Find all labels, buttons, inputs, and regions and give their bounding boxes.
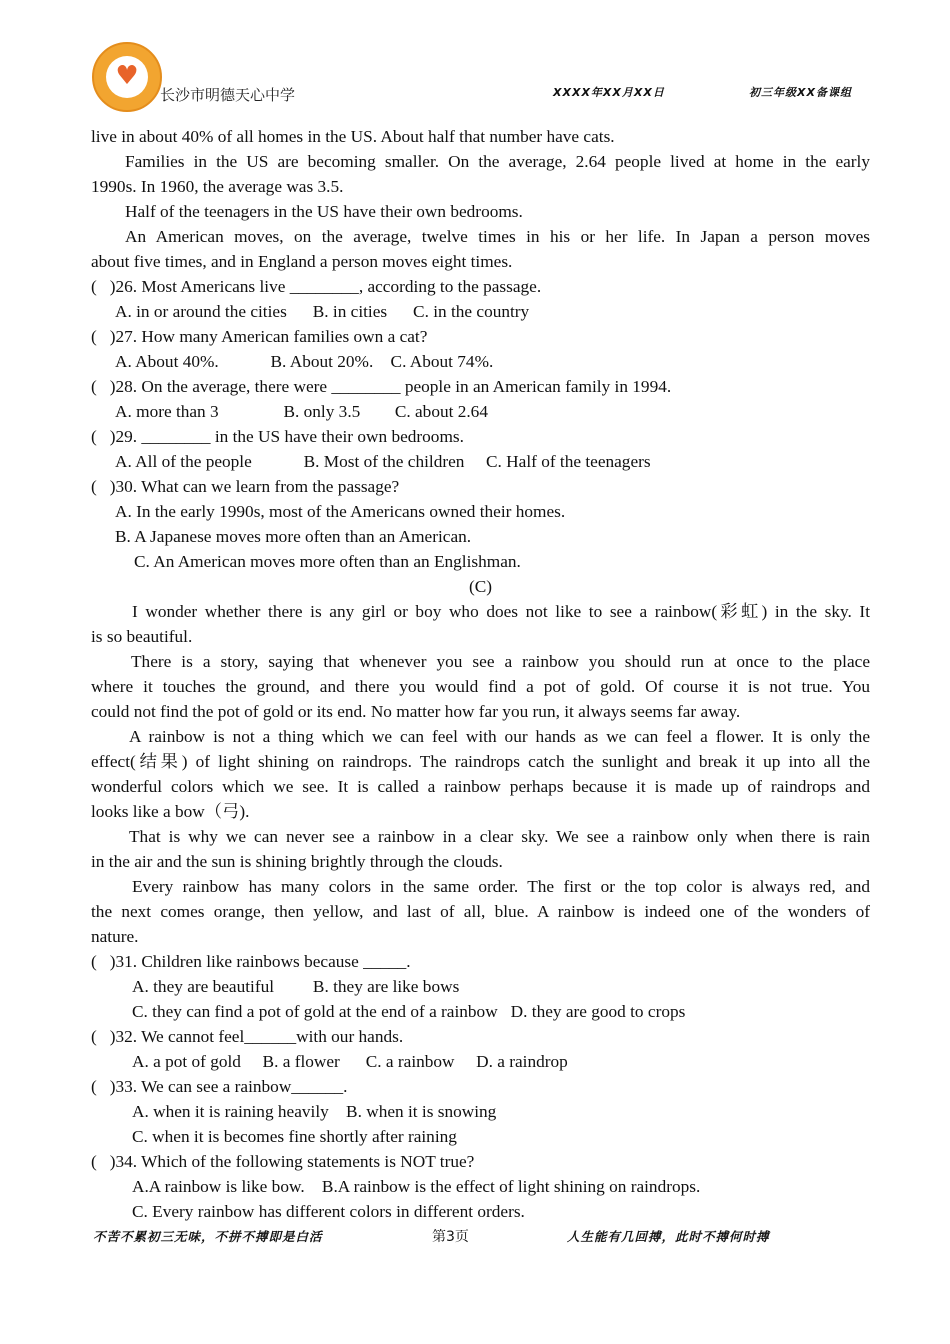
- school-logo-icon: [92, 42, 162, 112]
- text-line: A rainbow is not a thing which we can feel with our hands as we can feel a flower. It is only the: [129, 727, 870, 746]
- section-heading: (C): [468, 577, 493, 596]
- footer-motto-right: 人生能有几回搏，此时不搏何时搏: [567, 1229, 770, 1244]
- page-number: 第3页: [432, 1229, 469, 1245]
- text-line: I wonder whether there is any girl or boy who does not like to see a rainbow(彩虹) in the sky. It: [132, 602, 870, 621]
- text-line: nature.: [91, 927, 139, 946]
- text-line: wonderful colors which we see. It is called a rainbow perhaps because it is made up of raindrops and: [91, 777, 870, 796]
- text-line: about five times, and in England a person moves eight times.: [91, 252, 513, 271]
- text-line: C. they can find a pot of gold at the end of a rainbow D. they are good to crops: [132, 1002, 686, 1021]
- text-line: A.A rainbow is like bow. B.A rainbow is the effect of light shining on raindrops.: [132, 1177, 701, 1196]
- text-line: effect(结果) of light shining on raindrops. The raindrops catch the sunlight and break it up into all the: [91, 752, 870, 771]
- text-line: That is why we can never see a rainbow in a clear sky. We see a rainbow only when there is rain: [129, 827, 870, 846]
- text-line: ( )33. We can see a rainbow______.: [91, 1077, 348, 1096]
- heart-icon: ♥: [115, 61, 139, 91]
- text-line: A. All of the people B. Most of the children C. Half of the teenagers: [115, 452, 651, 471]
- header-date: XXXX年XX月XX日: [553, 86, 665, 99]
- text-line: An American moves, on the average, twelve times in his or her life. In Japan a person moves: [125, 227, 870, 246]
- text-line: C. when it is becomes fine shortly after raining: [132, 1127, 457, 1146]
- text-line: ( )32. We cannot feel______with our hands.: [91, 1027, 404, 1046]
- text-line: in the air and the sun is shining brightly through the clouds.: [91, 852, 503, 871]
- text-line: A. a pot of gold B. a flower C. a rainbow D. a raindrop: [132, 1052, 568, 1071]
- text-line: could not find the pot of gold or its end. No matter how far you run, it always seems far away.: [91, 702, 741, 721]
- text-line: Every rainbow has many colors in the same order. The first or the top color is always red, and: [132, 877, 870, 896]
- text-line: looks like a bow（弓).: [91, 802, 250, 821]
- page-footer: [0, 1224, 950, 1248]
- text-line: A. they are beautiful B. they are like bows: [132, 977, 460, 996]
- text-line: is so beautiful.: [91, 627, 193, 646]
- text-line: C. Every rainbow has different colors in different orders.: [132, 1202, 525, 1221]
- text-line: A. when it is raining heavily B. when it is snowing: [132, 1102, 497, 1121]
- text-line: ( )31. Children like rainbows because _____.: [91, 952, 411, 971]
- text-line: live in about 40% of all homes in the US. About half that number have cats.: [91, 127, 615, 146]
- text-line: B. A Japanese moves more often than an American.: [115, 527, 472, 546]
- document-body: [91, 124, 870, 1224]
- text-line: ( )30. What can we learn from the passage?: [91, 477, 400, 496]
- text-line: Half of the teenagers in the US have their own bedrooms.: [125, 202, 523, 221]
- text-line: 1990s. In 1960, the average was 3.5.: [91, 177, 344, 196]
- school-name: 长沙市明德天心中学: [160, 86, 296, 104]
- text-line: A. more than 3 B. only 3.5 C. about 2.64: [115, 402, 488, 421]
- text-line: C. An American moves more often than an Englishman.: [134, 552, 521, 571]
- text-line: Families in the US are becoming smaller. On the average, 2.64 people lived at home in the early: [125, 152, 870, 171]
- text-line: There is a story, saying that whenever you see a rainbow you should run at once to the place: [131, 652, 870, 671]
- text-line: A. in or around the cities B. in cities C. in the country: [115, 302, 530, 321]
- text-line: A. In the early 1990s, most of the Americans owned their homes.: [115, 502, 566, 521]
- text-line: ( )29. ________ in the US have their own bedrooms.: [91, 427, 464, 446]
- text-line: ( )27. How many American families own a cat?: [91, 327, 428, 346]
- header-group: 初三年级XX备课组: [749, 86, 852, 99]
- text-line: ( )28. On the average, there were ________ people in an American family in 1994.: [91, 377, 672, 396]
- page-header: [0, 0, 950, 120]
- text-line: A. About 40%. B. About 20%. C. About 74%.: [115, 352, 494, 371]
- text-line: ( )34. Which of the following statements is NOT true?: [91, 1152, 475, 1171]
- footer-motto-left: 不苦不累初三无味，不拼不搏即是白活: [93, 1229, 323, 1244]
- text-line: where it touches the ground, and there you would find a pot of gold. Of course it is not true. You: [91, 677, 870, 696]
- text-line: the next comes orange, then yellow, and last of all, blue. A rainbow is indeed one of the wonders of: [91, 902, 870, 921]
- text-line: ( )26. Most Americans live ________, according to the passage.: [91, 277, 542, 296]
